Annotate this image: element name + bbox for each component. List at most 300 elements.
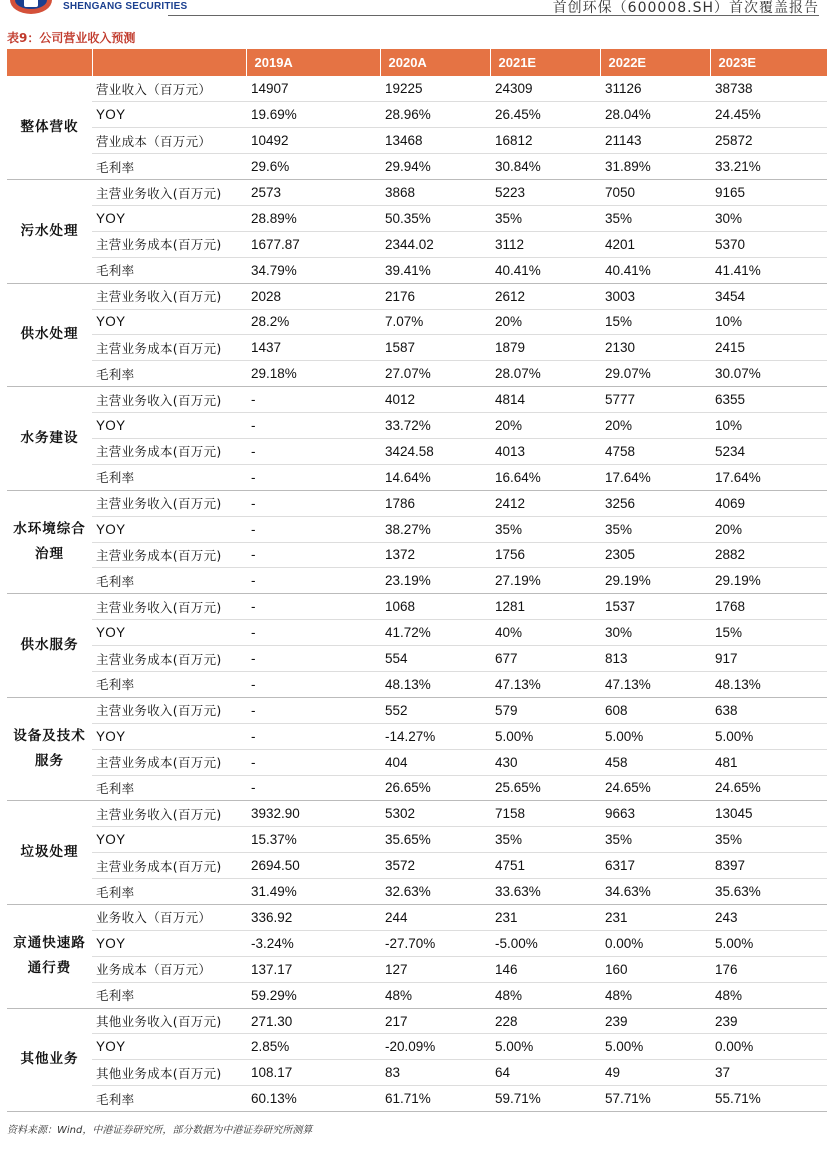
value-cell: 10%: [710, 309, 827, 335]
column-header: 2023E: [710, 49, 827, 76]
value-cell: 5777: [600, 387, 710, 413]
table-row: [7, 283, 827, 309]
row-label: 其他业务成本(百万元): [92, 1060, 246, 1086]
value-cell: 239: [600, 1008, 710, 1034]
column-header: 2022E: [600, 49, 710, 76]
table-row: [7, 516, 827, 542]
table-row: [7, 646, 827, 672]
value-cell: 14907: [246, 76, 380, 102]
value-cell: 5370: [710, 231, 827, 257]
table-row: [7, 853, 827, 879]
value-cell: 35.65%: [380, 827, 490, 853]
value-cell: 34.63%: [600, 879, 710, 905]
value-cell: 13468: [380, 128, 490, 154]
value-cell: 146: [490, 956, 600, 982]
value-cell: 25.65%: [490, 775, 600, 801]
value-cell: 25872: [710, 128, 827, 154]
value-cell: 2176: [380, 283, 490, 309]
brand-name: SHENGANG SECURITIES: [63, 1, 188, 12]
value-cell: 2882: [710, 542, 827, 568]
value-cell: 57.71%: [600, 1086, 710, 1112]
value-cell: 5.00%: [600, 723, 710, 749]
value-cell: 4069: [710, 490, 827, 516]
value-cell: 2694.50: [246, 853, 380, 879]
table-row: [7, 180, 827, 206]
value-cell: 5.00%: [710, 723, 827, 749]
value-cell: 31126: [600, 76, 710, 102]
value-cell: 4814: [490, 387, 600, 413]
value-cell: 231: [600, 905, 710, 931]
row-label: 主营业务收入(百万元): [92, 594, 246, 620]
table-row: [7, 154, 827, 180]
value-cell: 19225: [380, 76, 490, 102]
value-cell: 1768: [710, 594, 827, 620]
value-cell: 60.13%: [246, 1086, 380, 1112]
table-row: [7, 775, 827, 801]
value-cell: 35%: [600, 516, 710, 542]
value-cell: 35%: [490, 516, 600, 542]
value-cell: 917: [710, 646, 827, 672]
value-cell: 47.13%: [490, 671, 600, 697]
value-cell: 35%: [490, 827, 600, 853]
table-row: [7, 205, 827, 231]
row-label: YOY: [92, 516, 246, 542]
segment-name: 整体营收: [7, 76, 92, 180]
value-cell: 430: [490, 749, 600, 775]
value-cell: 8397: [710, 853, 827, 879]
header-divider: [168, 15, 819, 16]
value-cell: 137.17: [246, 956, 380, 982]
table-row: [7, 76, 827, 102]
value-cell: -5.00%: [490, 930, 600, 956]
value-cell: 30%: [600, 620, 710, 646]
value-cell: 40.41%: [600, 257, 710, 283]
row-label: 毛利率: [92, 1086, 246, 1112]
row-label: 毛利率: [92, 671, 246, 697]
value-cell: 21143: [600, 128, 710, 154]
value-cell: 28.2%: [246, 309, 380, 335]
row-label: 业务收入（百万元）: [92, 905, 246, 931]
table-row: [7, 671, 827, 697]
row-label: 业务成本（百万元）: [92, 956, 246, 982]
value-cell: 49: [600, 1060, 710, 1086]
value-cell: 28.04%: [600, 102, 710, 128]
value-cell: 15%: [600, 309, 710, 335]
value-cell: -3.24%: [246, 930, 380, 956]
row-label: 主营业务收入(百万元): [92, 801, 246, 827]
table-row: [7, 413, 827, 439]
table-row: [7, 620, 827, 646]
value-cell: 55.71%: [710, 1086, 827, 1112]
value-cell: 1537: [600, 594, 710, 620]
row-label: 主营业务成本(百万元): [92, 646, 246, 672]
value-cell: 20%: [490, 413, 600, 439]
segment-name: 其他业务: [7, 1008, 92, 1112]
table-row: [7, 956, 827, 982]
value-cell: 6355: [710, 387, 827, 413]
value-cell: 48.13%: [710, 671, 827, 697]
row-label: 毛利率: [92, 982, 246, 1008]
row-label: YOY: [92, 413, 246, 439]
value-cell: 2573: [246, 180, 380, 206]
value-cell: 40.41%: [490, 257, 600, 283]
value-cell: -: [246, 671, 380, 697]
value-cell: 48%: [490, 982, 600, 1008]
value-cell: 1068: [380, 594, 490, 620]
value-cell: 10%: [710, 413, 827, 439]
value-cell: 15.37%: [246, 827, 380, 853]
value-cell: 48.13%: [380, 671, 490, 697]
value-cell: 2412: [490, 490, 600, 516]
value-cell: 108.17: [246, 1060, 380, 1086]
value-cell: 7158: [490, 801, 600, 827]
value-cell: -: [246, 516, 380, 542]
value-cell: 17.64%: [710, 464, 827, 490]
row-label: YOY: [92, 827, 246, 853]
value-cell: 3003: [600, 283, 710, 309]
value-cell: 29.07%: [600, 361, 710, 387]
value-cell: 35%: [600, 827, 710, 853]
row-label: 主营业务收入(百万元): [92, 387, 246, 413]
value-cell: 26.65%: [380, 775, 490, 801]
table-row: [7, 749, 827, 775]
row-label: 毛利率: [92, 257, 246, 283]
table-row: [7, 982, 827, 1008]
segment-name: 水环境综合治理: [7, 490, 92, 594]
value-cell: 1786: [380, 490, 490, 516]
value-cell: 29.94%: [380, 154, 490, 180]
value-cell: 35%: [490, 205, 600, 231]
value-cell: 20%: [710, 516, 827, 542]
value-cell: 27.07%: [380, 361, 490, 387]
table-row: [7, 231, 827, 257]
table-row: [7, 542, 827, 568]
segment-name: 供水服务: [7, 594, 92, 698]
value-cell: 61.71%: [380, 1086, 490, 1112]
source-note: 资料来源：Wind，中港证券研究所，部分数据为中港证券研究所测算: [7, 1125, 313, 1136]
table-row: [7, 102, 827, 128]
table-row: [7, 387, 827, 413]
column-header: [7, 49, 92, 76]
row-label: YOY: [92, 723, 246, 749]
value-cell: 231: [490, 905, 600, 931]
row-label: 毛利率: [92, 361, 246, 387]
value-cell: 6317: [600, 853, 710, 879]
value-cell: 34.79%: [246, 257, 380, 283]
value-cell: 47.13%: [600, 671, 710, 697]
value-cell: -: [246, 387, 380, 413]
value-cell: 1677.87: [246, 231, 380, 257]
value-cell: 244: [380, 905, 490, 931]
table-row: [7, 257, 827, 283]
value-cell: 552: [380, 697, 490, 723]
table-row: [7, 697, 827, 723]
value-cell: 4012: [380, 387, 490, 413]
value-cell: 5302: [380, 801, 490, 827]
row-label: 主营业务成本(百万元): [92, 749, 246, 775]
value-cell: -27.70%: [380, 930, 490, 956]
value-cell: 38.27%: [380, 516, 490, 542]
table-row: [7, 1086, 827, 1112]
value-cell: 2612: [490, 283, 600, 309]
row-label: 其他业务收入(百万元): [92, 1008, 246, 1034]
value-cell: 127: [380, 956, 490, 982]
row-label: 主营业务成本(百万元): [92, 853, 246, 879]
value-cell: 48%: [380, 982, 490, 1008]
value-cell: -: [246, 646, 380, 672]
row-label: YOY: [92, 102, 246, 128]
value-cell: 239: [710, 1008, 827, 1034]
row-label: 主营业务成本(百万元): [92, 438, 246, 464]
value-cell: 554: [380, 646, 490, 672]
value-cell: 3112: [490, 231, 600, 257]
row-label: 营业收入（百万元）: [92, 76, 246, 102]
value-cell: 30.07%: [710, 361, 827, 387]
value-cell: 160: [600, 956, 710, 982]
value-cell: 3868: [380, 180, 490, 206]
value-cell: 28.07%: [490, 361, 600, 387]
page-header: [0, 0, 837, 18]
value-cell: 677: [490, 646, 600, 672]
value-cell: 31.49%: [246, 879, 380, 905]
value-cell: 48%: [600, 982, 710, 1008]
value-cell: 24309: [490, 76, 600, 102]
value-cell: 29.19%: [600, 568, 710, 594]
value-cell: 20%: [490, 309, 600, 335]
value-cell: -: [246, 620, 380, 646]
row-label: YOY: [92, 930, 246, 956]
value-cell: 1372: [380, 542, 490, 568]
value-cell: 35%: [600, 205, 710, 231]
row-label: YOY: [92, 205, 246, 231]
value-cell: 33.21%: [710, 154, 827, 180]
value-cell: 2415: [710, 335, 827, 361]
value-cell: 2028: [246, 283, 380, 309]
value-cell: 228: [490, 1008, 600, 1034]
value-cell: 59.29%: [246, 982, 380, 1008]
value-cell: -: [246, 490, 380, 516]
value-cell: -: [246, 464, 380, 490]
value-cell: 41.72%: [380, 620, 490, 646]
value-cell: 50.35%: [380, 205, 490, 231]
value-cell: 1437: [246, 335, 380, 361]
value-cell: 14.64%: [380, 464, 490, 490]
value-cell: 16.64%: [490, 464, 600, 490]
value-cell: 1281: [490, 594, 600, 620]
value-cell: 2.85%: [246, 1034, 380, 1060]
value-cell: 33.63%: [490, 879, 600, 905]
value-cell: 271.30: [246, 1008, 380, 1034]
value-cell: -20.09%: [380, 1034, 490, 1060]
table-row: [7, 1008, 827, 1034]
row-label: 主营业务成本(百万元): [92, 335, 246, 361]
segment-name: 京通快速路通行费: [7, 905, 92, 1009]
table-row: [7, 1034, 827, 1060]
report-title: 首创环保（600008.SH）首次覆盖报告: [552, 0, 819, 16]
value-cell: 32.63%: [380, 879, 490, 905]
value-cell: 2344.02: [380, 231, 490, 257]
table-header: [7, 49, 827, 76]
value-cell: 15%: [710, 620, 827, 646]
value-cell: 27.19%: [490, 568, 600, 594]
value-cell: 39.41%: [380, 257, 490, 283]
value-cell: 17.64%: [600, 464, 710, 490]
value-cell: 4013: [490, 438, 600, 464]
value-cell: 638: [710, 697, 827, 723]
value-cell: -: [246, 413, 380, 439]
value-cell: 28.96%: [380, 102, 490, 128]
row-label: 主营业务收入(百万元): [92, 283, 246, 309]
table-caption: 表9：公司营业收入预测: [7, 31, 136, 45]
value-cell: 35%: [710, 827, 827, 853]
value-cell: 4751: [490, 853, 600, 879]
value-cell: 481: [710, 749, 827, 775]
table-row: [7, 1060, 827, 1086]
value-cell: 1756: [490, 542, 600, 568]
value-cell: 9663: [600, 801, 710, 827]
table-row: [7, 568, 827, 594]
value-cell: 4758: [600, 438, 710, 464]
value-cell: 579: [490, 697, 600, 723]
value-cell: 59.71%: [490, 1086, 600, 1112]
column-header: 2021E: [490, 49, 600, 76]
table-row: [7, 723, 827, 749]
segment-name: 设备及技术服务: [7, 697, 92, 801]
value-cell: 3256: [600, 490, 710, 516]
table-row: [7, 128, 827, 154]
value-cell: 29.6%: [246, 154, 380, 180]
column-header: 2020A: [380, 49, 490, 76]
value-cell: 458: [600, 749, 710, 775]
row-label: 主营业务收入(百万元): [92, 697, 246, 723]
value-cell: 83: [380, 1060, 490, 1086]
value-cell: 13045: [710, 801, 827, 827]
value-cell: 28.89%: [246, 205, 380, 231]
value-cell: 19.69%: [246, 102, 380, 128]
segment-name: 污水处理: [7, 180, 92, 284]
column-header: [92, 49, 246, 76]
value-cell: 3424.58: [380, 438, 490, 464]
value-cell: 23.19%: [380, 568, 490, 594]
value-cell: -: [246, 594, 380, 620]
value-cell: 2305: [600, 542, 710, 568]
value-cell: 31.89%: [600, 154, 710, 180]
table-row: [7, 438, 827, 464]
row-label: 主营业务收入(百万元): [92, 490, 246, 516]
value-cell: 40%: [490, 620, 600, 646]
segment-name: 供水处理: [7, 283, 92, 387]
value-cell: -: [246, 438, 380, 464]
value-cell: 1879: [490, 335, 600, 361]
segment-name: 垃圾处理: [7, 801, 92, 905]
value-cell: 24.65%: [600, 775, 710, 801]
row-label: 主营业务成本(百万元): [92, 542, 246, 568]
value-cell: 5.00%: [490, 723, 600, 749]
value-cell: 16812: [490, 128, 600, 154]
value-cell: -: [246, 568, 380, 594]
value-cell: 0.00%: [600, 930, 710, 956]
value-cell: 5223: [490, 180, 600, 206]
table-row: [7, 490, 827, 516]
value-cell: 0.00%: [710, 1034, 827, 1060]
table-row: [7, 309, 827, 335]
value-cell: -: [246, 723, 380, 749]
revenue-forecast-table: [7, 49, 827, 1112]
column-header: 2019A: [246, 49, 380, 76]
table-row: [7, 930, 827, 956]
value-cell: 29.19%: [710, 568, 827, 594]
table-row: [7, 464, 827, 490]
value-cell: 9165: [710, 180, 827, 206]
value-cell: 29.18%: [246, 361, 380, 387]
value-cell: -: [246, 697, 380, 723]
value-cell: 1587: [380, 335, 490, 361]
value-cell: 33.72%: [380, 413, 490, 439]
table-row: [7, 879, 827, 905]
segment-name: 水务建设: [7, 387, 92, 491]
table-row: [7, 594, 827, 620]
value-cell: 38738: [710, 76, 827, 102]
value-cell: 217: [380, 1008, 490, 1034]
value-cell: 20%: [600, 413, 710, 439]
row-label: 毛利率: [92, 775, 246, 801]
value-cell: 5.00%: [490, 1034, 600, 1060]
row-label: 主营业务收入(百万元): [92, 180, 246, 206]
value-cell: 48%: [710, 982, 827, 1008]
value-cell: -: [246, 542, 380, 568]
value-cell: 404: [380, 749, 490, 775]
value-cell: 336.92: [246, 905, 380, 931]
value-cell: 24.45%: [710, 102, 827, 128]
value-cell: 5.00%: [710, 930, 827, 956]
value-cell: 35.63%: [710, 879, 827, 905]
value-cell: 64: [490, 1060, 600, 1086]
value-cell: 813: [600, 646, 710, 672]
value-cell: 3932.90: [246, 801, 380, 827]
value-cell: 176: [710, 956, 827, 982]
row-label: YOY: [92, 620, 246, 646]
value-cell: 5.00%: [600, 1034, 710, 1060]
value-cell: 2130: [600, 335, 710, 361]
table-row: [7, 827, 827, 853]
table-row: [7, 801, 827, 827]
row-label: 毛利率: [92, 568, 246, 594]
value-cell: 3572: [380, 853, 490, 879]
value-cell: 26.45%: [490, 102, 600, 128]
value-cell: 243: [710, 905, 827, 931]
value-cell: 10492: [246, 128, 380, 154]
row-label: 毛利率: [92, 464, 246, 490]
table-row: [7, 361, 827, 387]
row-label: YOY: [92, 1034, 246, 1060]
value-cell: 5234: [710, 438, 827, 464]
value-cell: 37: [710, 1060, 827, 1086]
value-cell: 30%: [710, 205, 827, 231]
value-cell: 7.07%: [380, 309, 490, 335]
value-cell: -14.27%: [380, 723, 490, 749]
value-cell: 7050: [600, 180, 710, 206]
table-body: [7, 76, 827, 1112]
header-row: [7, 49, 827, 76]
row-label: 营业成本（百万元）: [92, 128, 246, 154]
row-label: 毛利率: [92, 154, 246, 180]
value-cell: 3454: [710, 283, 827, 309]
brand-logo-icon: [10, 0, 52, 14]
table-row: [7, 335, 827, 361]
value-cell: 4201: [600, 231, 710, 257]
value-cell: 30.84%: [490, 154, 600, 180]
value-cell: 608: [600, 697, 710, 723]
